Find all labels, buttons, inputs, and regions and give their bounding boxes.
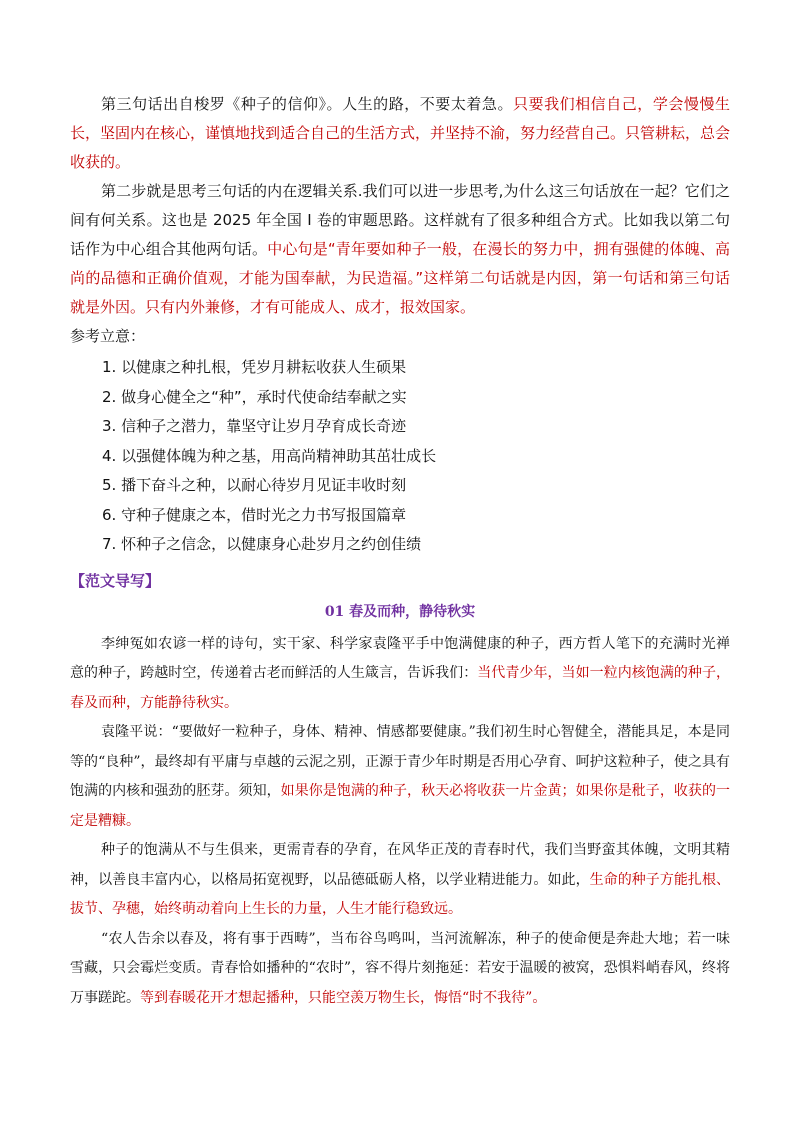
intro-p1-plain: 第三句话出自梭罗《种子的信仰》。人生的路，不要太着急。 <box>101 95 513 113</box>
ideas-heading: 参考立意： <box>70 327 146 345</box>
ideas-list <box>102 353 730 560</box>
idea-item-1: 1. 以健康之种扎根，凭岁月耕耘收获人生硕果 <box>102 358 407 376</box>
essay-p3-plain: 种子的饱满从不与生俱来，更需青春的孕育，在风华正茂的青春时代，我们当野蛮其体魄，文明其精神，以善良丰富内心，以格局拓宽视野，以品德砥砺人格，以学业精进能力。如此， <box>70 842 730 888</box>
intro-p2-conclusion: 这样第二句话就是内因，第一句话和第三句话就是外因。只有内外兼修，才有可能成人、成才，报效国家。 <box>70 269 730 316</box>
essay-p2-highlight: 如果你是饱满的种子，秋天必将收获一片金黄；如果你是秕子，收获的一定是糟糠。 <box>70 783 731 829</box>
intro-p2-plain: 第二步就是思考三句话的内在逻辑关系.我们可以进一步思考,为什么这三句话放在一起？它们之间有何关系。这也是 2025 年全国 I 卷的审题思路。这样就有了很多种组合方式。比如我以第二句话作为中心组合其他两句话。 <box>70 182 730 258</box>
intro-p1-highlight: 只要我们相信自己，学会慢慢生长，坚固内在核心，谨慎地找到适合自己的生活方式，并坚持不渝，努力经营自己。只管耕耘，总会收获的。 <box>70 95 731 171</box>
essay-paragraph-1 <box>70 630 730 719</box>
essay-title: 01 春及而种，静待秋实 <box>324 603 476 620</box>
essay-paragraph-3 <box>70 836 730 925</box>
idea-item-3: 3. 信种子之潜力，靠坚守让岁月孕育成长奇迹 <box>102 417 407 435</box>
essay-paragraph-4 <box>70 925 730 1014</box>
intro-p2-lead: 中心句是 <box>267 240 328 258</box>
idea-item-6: 6. 守种子健康之本，借时光之力书写报国篇章 <box>102 505 407 524</box>
intro-p2-quote: “青年要如种子一般，在漫长的努力中，拥有强健的体魄、高尚的品德和正确价值观，才能为国奉献，为民造福。” <box>70 240 730 287</box>
essay-paragraph-2 <box>70 718 730 836</box>
essay-p4-plain: “农人告余以春及，将有事于西畴”，当布谷鸟鸣叫，当河流解冻，种子的使命便是奔赴大地；若一味雪藏，只会霉烂变质。青春恰如播种的“农时”，容不得片刻拖延：若安于温暖的被窝，恐惧料峭春风，终将万事蹉跎。 <box>70 930 730 1006</box>
essay-p2-plain: 袁隆平说：“要做好一粒种子，身体、精神、情感都要健康。”我们初生时心智健全，潜能具足，本是同等的“良种”，最终却有平庸与卓越的云泥之别，正源于青少年时期是否用心孕育、呵护这粒种子，使之具有饱满的内核和强劲的胚芽。须知， <box>70 724 730 799</box>
section-title: 【范文导写】 <box>70 571 161 590</box>
idea-item-7: 7. 怀种子之信念，以健康身心赴岁月之约创佳绩 <box>102 535 422 553</box>
essay-p4-highlight: 等到春暖花开才想起播种，只能空羡万物生长，悔悟“时不我待”。 <box>140 989 547 1006</box>
idea-item-2: 2. 做身心健全之“种”，承时代使命结奉献之实 <box>102 387 407 406</box>
document-content <box>70 90 730 1013</box>
essay-p3-highlight: 生命的种子方能扎根、拔节、孕穗，始终萌动着向上生长的力量，人生才能行稳致远。 <box>70 871 731 917</box>
intro-paragraph-2 <box>70 177 730 322</box>
intro-paragraph-1 <box>70 90 730 177</box>
idea-item-4: 4. 以强健体魄为种之基，用高尚精神助其茁壮成长 <box>102 446 437 465</box>
essay-p1-plain: 李绅冤如农谚一样的诗句，实干家、科学家袁隆平手中饱满健康的种子，西方哲人笔下的充满时光禅意的种子，跨越时空，传递着古老而鲜活的人生箴言，告诉我们： <box>70 635 730 681</box>
idea-item-5: 5. 播下奋斗之种，以耐心待岁月见证丰收时刻 <box>102 476 407 494</box>
essay-p1-highlight: 当代青少年，当如一粒内核饱满的种子，春及而种，方能静待秋实。 <box>70 665 731 711</box>
